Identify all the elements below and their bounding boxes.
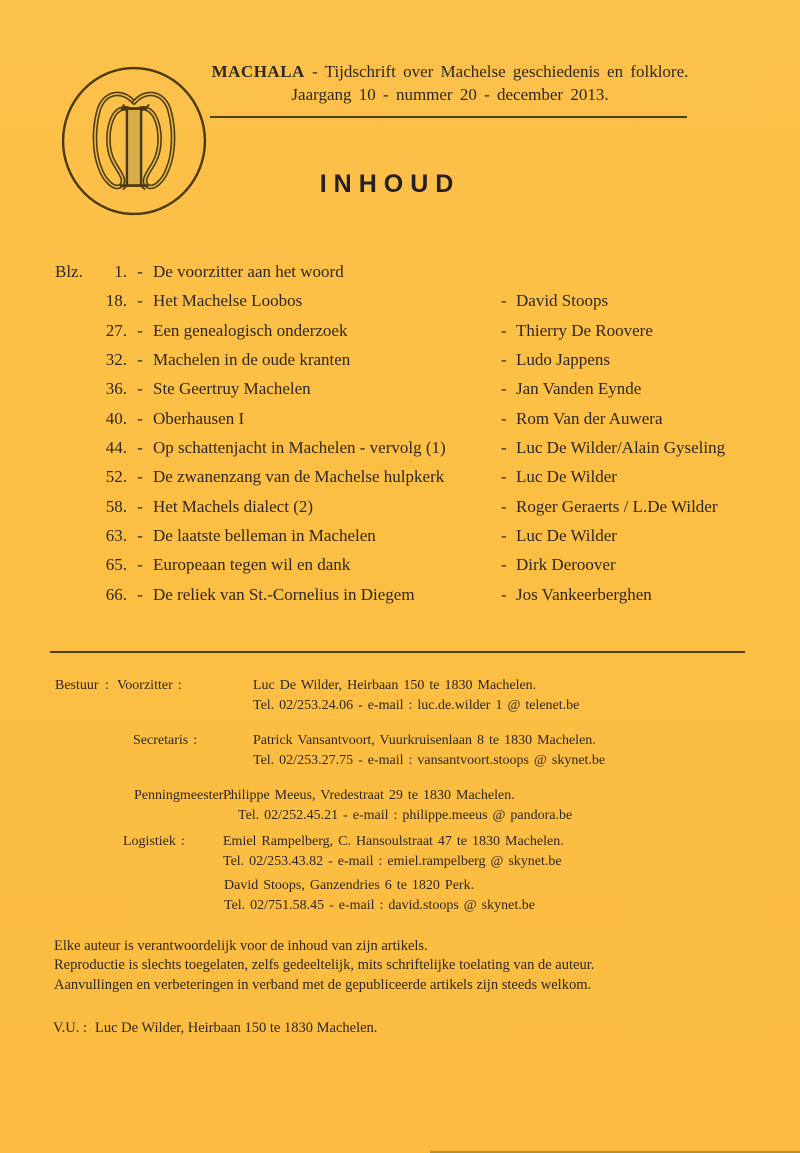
toc-author: - Jos Vankeerberghen — [501, 584, 652, 604]
toc-dash: - — [137, 467, 143, 487]
toc-author: - Ludo Jappens — [501, 350, 610, 370]
vu-label: V.U. : — [53, 1020, 87, 1036]
toc-page-number: 32. — [105, 350, 127, 370]
toc-author: - Roger Geraerts / L.De Wilder — [501, 496, 718, 516]
toc-page-number: 52. — [105, 467, 127, 487]
magazine-title-line — [210, 60, 690, 83]
toc-title: De reliek van St.-Cornelius in Diegem — [153, 584, 415, 604]
toc-dash: - — [137, 262, 143, 281]
toc-title: De laatste belleman in Machelen — [153, 526, 376, 546]
board-role: Logistiek : — [123, 834, 185, 849]
toc-author: - David Stoops — [501, 291, 609, 311]
toc-page-number: 44. — [105, 438, 127, 458]
toc-title: Europeaan tegen wil en dank — [153, 555, 351, 575]
toc-row — [55, 497, 765, 526]
magazine-title: MACHALA — [211, 62, 305, 81]
board-address: Luc De Wilder, Heirbaan 150 te 1830 Machelen. — [253, 678, 537, 693]
board-entry-logistiek-2 — [55, 876, 765, 915]
note-line: Aanvullingen en verbeteringen in verband met de gepubliceerde artikels zijn steeds welkom. — [54, 976, 592, 993]
board-contact — [223, 832, 765, 871]
note-line: Reproductie is slechts toegelaten, zelfs gedeeltelijk, mits schriftelijke toelating van de auteur. — [54, 957, 595, 974]
board-address: Patrick Vansantvoort, Vuurkruisenlaan 8 te 1830 Machelen. — [253, 733, 596, 748]
responsible-publisher — [53, 1020, 753, 1037]
magazine-title-description: - Tijdschrift over Machelse geschiedenis en folklore. — [312, 62, 689, 81]
toc-dash: - — [137, 408, 143, 428]
board-role: Voorzitter : — [117, 678, 182, 693]
toc-dash: - — [137, 555, 143, 575]
board-address: David Stoops, Ganzendries 6 te 1820 Perk. — [224, 878, 475, 893]
contents-heading: INHOUD — [319, 170, 461, 198]
toc-row — [55, 555, 765, 584]
header-divider — [210, 116, 687, 118]
toc-page-number: 27. — [105, 320, 127, 340]
board-phone-email: Tel. 02/751.58.45 - e-mail : david.stoops @ skynet.be — [224, 897, 535, 913]
toc-title: De voorzitter aan het woord — [153, 262, 344, 281]
toc-row — [55, 291, 765, 320]
toc-dash: - — [137, 496, 143, 516]
toc-row — [55, 350, 765, 379]
toc-author: - Rom Van der Auwera — [501, 408, 663, 428]
note-line: Elke auteur is verantwoordelijk voor de inhoud van zijn artikels. — [54, 938, 428, 954]
toc-dash: - — [137, 291, 143, 311]
toc-page-number: 40. — [105, 408, 127, 428]
board-phone-email: Tel. 02/252.45.21 - e-mail : philippe.meeus @ pandora.be — [238, 807, 573, 823]
toc-title: Een genealogisch onderzoek — [153, 320, 348, 340]
board-entry-logistiek — [55, 832, 765, 871]
table-of-contents — [55, 262, 765, 614]
board-phone-email: Tel. 02/253.27.75 - e-mail : vansantvoort.stoops @ skynet.be — [253, 752, 606, 768]
toc-title: Oberhausen I — [153, 408, 245, 428]
toc-title: Ste Geertruy Machelen — [153, 379, 311, 399]
issue-info: Jaargang 10 - nummer 20 - december 2013. — [291, 85, 609, 104]
toc-author: - Thierry De Roovere — [501, 320, 653, 340]
machala-monogram-logo — [58, 64, 210, 218]
toc-author: - Jan Vanden Eynde — [501, 379, 642, 399]
board-phone-email: Tel. 02/253.24.06 - e-mail : luc.de.wilder 1 @ telenet.be — [253, 697, 580, 713]
board-contact — [223, 786, 765, 825]
toc-row — [55, 321, 765, 350]
toc-row — [55, 526, 765, 555]
board-address: Philippe Meeus, Vredestraat 29 te 1830 Machelen. — [223, 788, 515, 803]
board-contact — [253, 731, 765, 770]
toc-page-number: 63. — [105, 526, 127, 546]
toc-row — [55, 585, 765, 614]
toc-page-number: 36. — [105, 379, 127, 399]
section-divider — [50, 651, 745, 653]
toc-title: Het Machelse Loobos — [153, 291, 303, 311]
toc-title: Machelen in de oude kranten — [153, 350, 351, 370]
toc-title: Op schattenjacht in Machelen - vervolg (1) — [153, 438, 446, 458]
toc-author: - Luc De Wilder — [501, 467, 617, 487]
board-address: Emiel Rampelberg, C. Hansoulstraat 47 te 1830 Machelen. — [223, 834, 564, 849]
board-role: Penningmeester : — [134, 788, 233, 803]
toc-page-number: 65. — [105, 555, 127, 575]
toc-page-number: 1. — [114, 262, 127, 281]
toc-dash: - — [137, 526, 143, 546]
toc-author: - Luc De Wilder — [501, 526, 617, 546]
masthead — [210, 60, 690, 106]
toc-row — [55, 379, 765, 408]
toc-dash: - — [137, 584, 143, 604]
author-notes — [54, 937, 754, 995]
monogram-m-icon — [58, 64, 210, 218]
board-section — [55, 668, 765, 915]
board-entry-secretaris — [55, 731, 765, 770]
toc-dash: - — [137, 350, 143, 370]
board-label: Bestuur — [55, 678, 99, 693]
toc-dash: - — [137, 320, 143, 340]
page-column-label: Blz. — [55, 262, 83, 281]
toc-row — [55, 467, 765, 496]
toc-page-number: 66. — [105, 584, 127, 604]
toc-row — [55, 409, 765, 438]
toc-title: Het Machels dialect (2) — [153, 496, 314, 516]
toc-row — [55, 438, 765, 467]
toc-author: - Luc De Wilder/Alain Gyseling — [501, 438, 726, 458]
vu-value: Luc De Wilder, Heirbaan 150 te 1830 Machelen. — [94, 1020, 378, 1036]
toc-page-number: 58. — [105, 496, 127, 516]
toc-row — [55, 262, 765, 291]
board-entry-voorzitter — [55, 676, 765, 715]
board-entry-penningmeester — [55, 786, 765, 825]
board-label-colon: : — [105, 678, 109, 693]
board-phone-email: Tel. 02/253.43.82 - e-mail : emiel.rampelberg @ skynet.be — [223, 853, 562, 869]
toc-page-number: 18. — [105, 291, 127, 311]
board-contact — [253, 676, 765, 715]
toc-author: - Dirk Deroover — [501, 555, 616, 575]
board-role: Secretaris : — [133, 733, 198, 748]
toc-dash: - — [137, 379, 143, 399]
toc-dash: - — [137, 438, 143, 458]
board-contact — [224, 876, 765, 915]
toc-title: De zwanenzang van de Machelse hulpkerk — [153, 467, 445, 487]
